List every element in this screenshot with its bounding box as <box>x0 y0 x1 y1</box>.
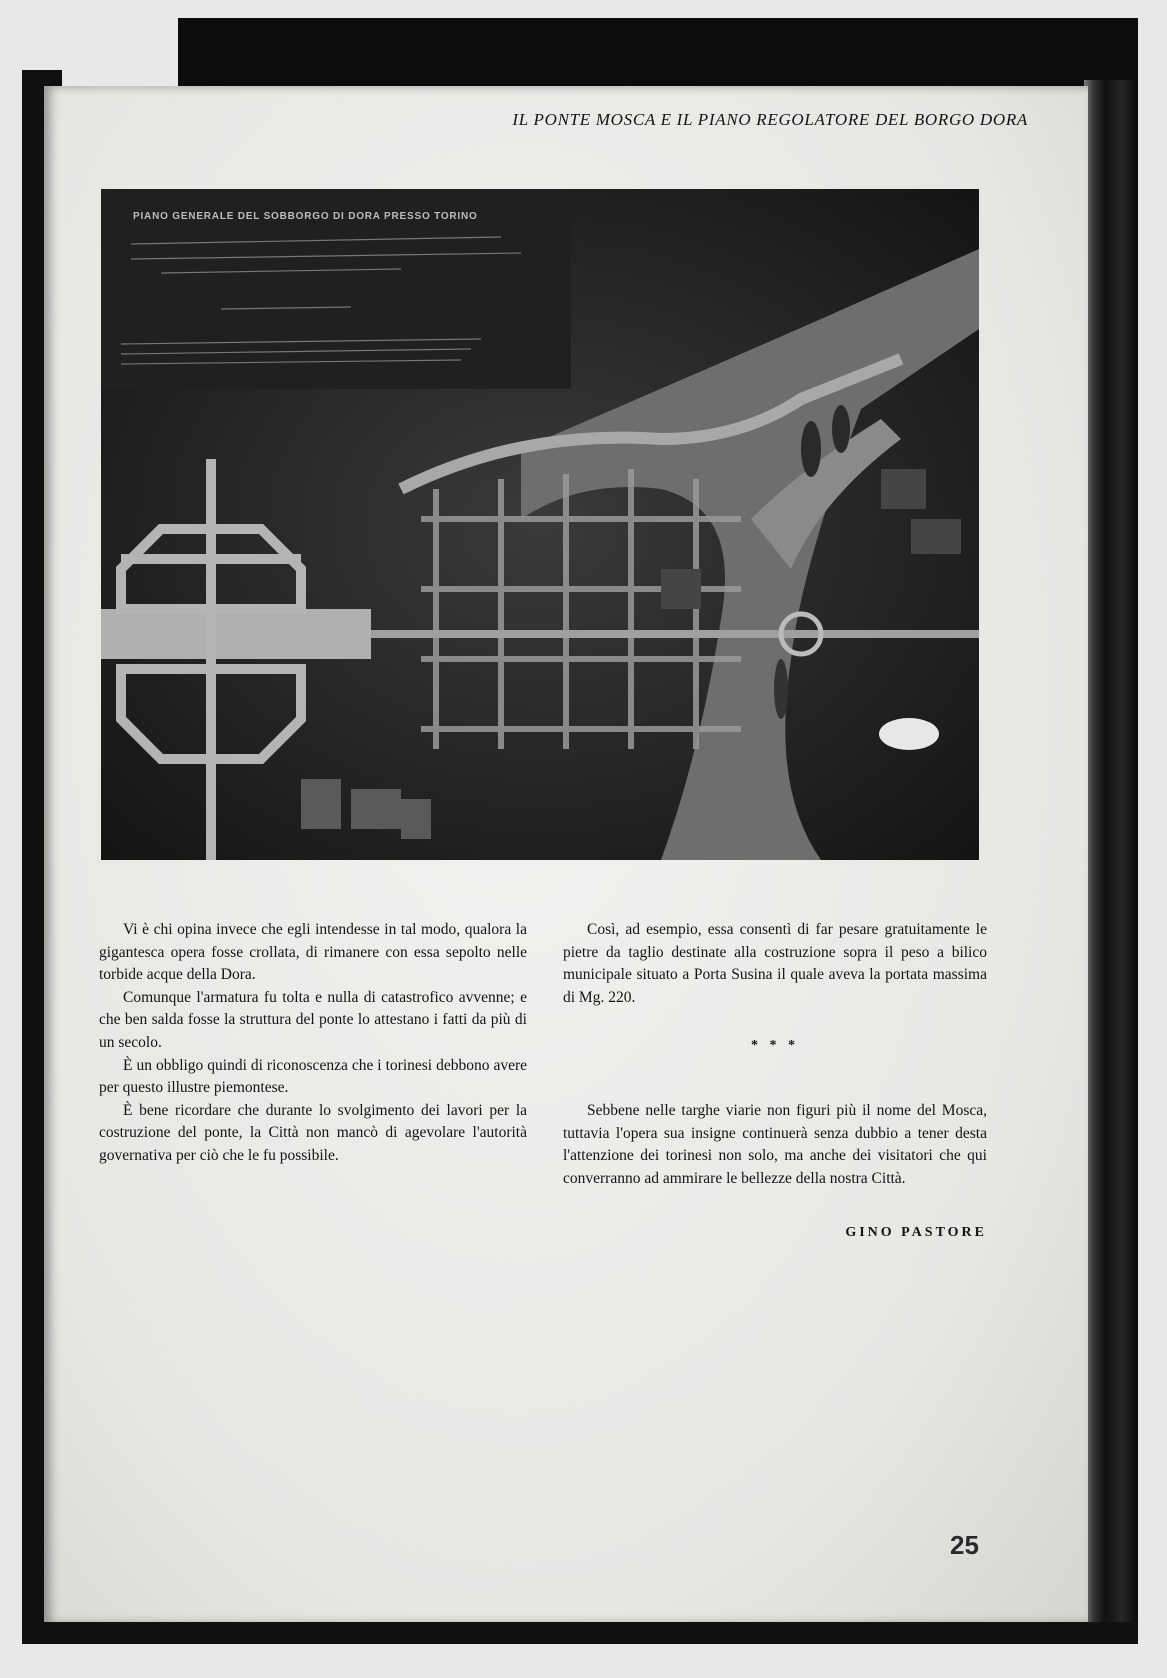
page-number: 25 <box>950 1530 979 1560</box>
paragraph: Comunque l'armatura fu tolta e nulla di catastrofico avvenne; e che ben salda fosse la struttura del ponte lo attestano i fatti da più di un secolo. <box>99 988 527 1051</box>
paragraph: Sebbene nelle targhe viarie non figuri più il nome del Mosca, tuttavia l'opera sua insigne continuerà senza dubbio a tener desta l'attenzione dei torinesi non solo, ma anche dei visitatori che qui converranno ad ammirare le bellezze della nostra Città. <box>563 1101 987 1187</box>
scan-border-top <box>178 18 1138 88</box>
paragraph: Così, ad esempio, essa consentì di far pesare gratuitamente le pietre da taglio destinate alla costruzione sopra il peso a bilico municipale situato a Porta Susina il quale aveva la portata massima di Mg. 220. <box>563 921 987 1006</box>
paragraph: Vi è chi opina invece che egli intendesse in tal modo, qualora la gigantesca opera fosse crollata, di rimanere con essa sepolto nelle torbide acque della Dora. <box>99 921 527 984</box>
book-spine-edge <box>1084 80 1138 1640</box>
running-head: IL PONTE MOSCA E IL PIANO REGOLATORE DEL BORGO DORA <box>512 110 1028 129</box>
paragraph: È un obbligo quindi di riconoscenza che i torinesi debbono avere per questo illustre piemontese. <box>99 1056 527 1097</box>
article-left-column <box>99 919 527 1168</box>
scan-border-bottom <box>22 1622 1138 1644</box>
section-separator: * * * <box>751 1038 799 1054</box>
author-signature: GINO PASTORE <box>845 1225 987 1240</box>
map-title: PIANO GENERALE DEL SOBBORGO DI DORA PRESSO TORINO <box>133 211 478 222</box>
map-illustration <box>101 189 979 860</box>
paragraph: È bene ricordare che durante lo svolgimento dei lavori per la costruzione del ponte, la Città non mancò di agevolare l'autorità governativa per ciò che le fu possibile. <box>99 1101 527 1164</box>
article-right-column <box>563 919 987 1190</box>
historic-map-figure <box>101 189 979 860</box>
